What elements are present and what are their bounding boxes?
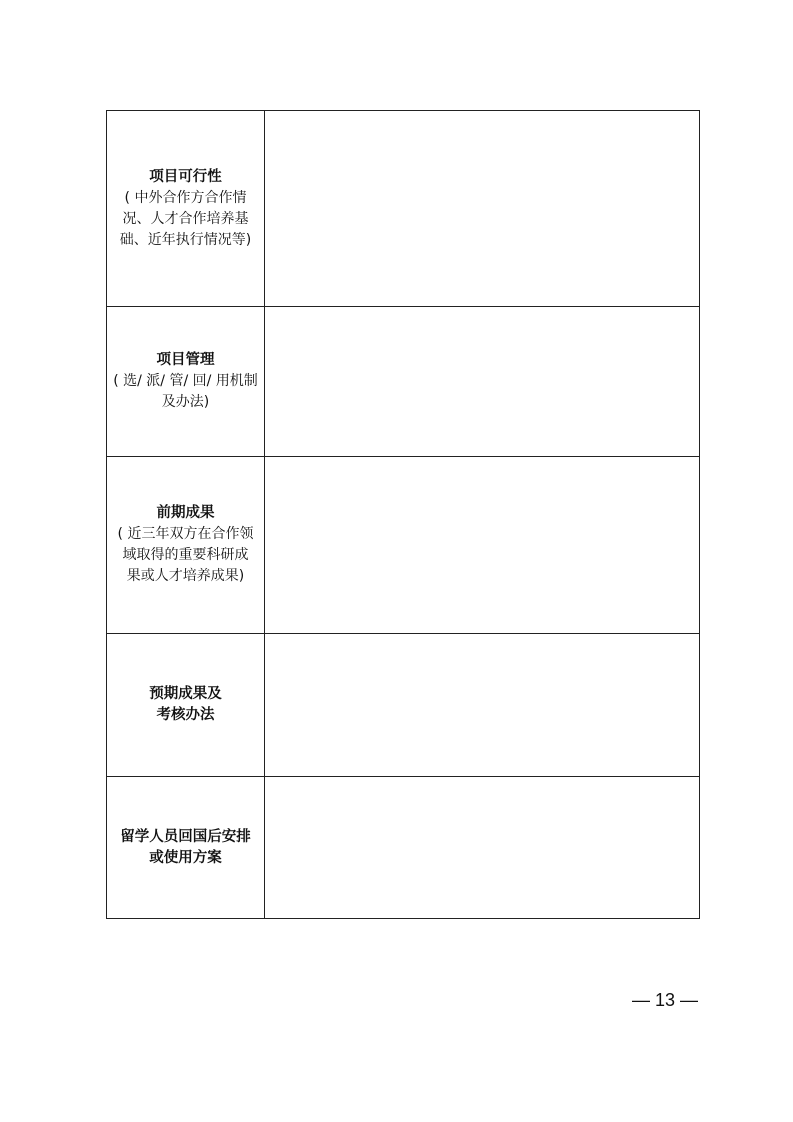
label-title-line: 预期成果及: [149, 686, 222, 702]
label-note-line: 及办法): [161, 394, 210, 410]
label-expected-results: [107, 634, 265, 777]
label-note-line: 况、人才合作培养基: [122, 210, 249, 227]
page-number: — 13 —: [631, 990, 699, 1010]
label-title-line: 留学人员回国后安排: [120, 828, 251, 845]
label-returnee-arrangement: [107, 777, 265, 919]
row-returnee-arrangement: [107, 777, 700, 919]
label-note-line: 果或人才培养成果): [126, 568, 245, 584]
label-title: 前期成果: [156, 505, 215, 521]
label-title: 项目可行性: [149, 168, 222, 185]
content-previous-results[interactable]: [265, 457, 700, 634]
label-title-line: 或使用方案: [149, 849, 222, 866]
label-note-line: ( 选/ 派/ 管/ 回/ 用机制: [113, 373, 258, 389]
content-project-feasibility[interactable]: [265, 111, 700, 307]
row-previous-results: [107, 457, 700, 634]
label-note-line: ( 近三年双方在合作领: [117, 526, 254, 542]
label-note-line: 域取得的重要科研成: [122, 547, 249, 563]
label-title: 项目管理: [156, 352, 215, 368]
row-project-management: [107, 307, 700, 457]
content-project-management[interactable]: [265, 307, 700, 457]
label-note-line: 础、近年执行情况等): [119, 231, 252, 248]
row-expected-results: [107, 634, 700, 777]
label-previous-results: [107, 457, 265, 634]
application-form-table: [106, 110, 700, 919]
content-returnee-arrangement[interactable]: [265, 777, 700, 919]
label-title-line: 考核办法: [156, 707, 215, 723]
label-note-line: ( 中外合作方合作情: [124, 189, 247, 206]
label-project-management: [107, 307, 265, 457]
row-project-feasibility: [107, 111, 700, 307]
content-expected-results[interactable]: [265, 634, 700, 777]
label-project-feasibility: [107, 111, 265, 307]
